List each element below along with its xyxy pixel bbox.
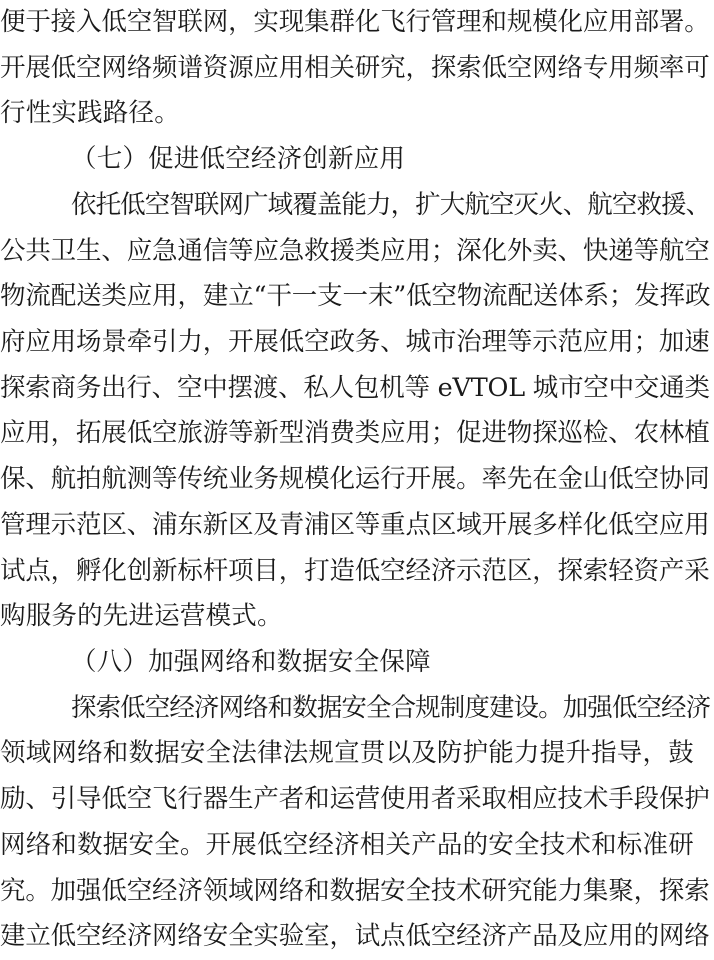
section-heading-7: （七）促进低空经济创新应用 — [71, 144, 406, 175]
paragraph-line: 便于接入低空智联网，实现集群化飞行管理和规模化应用部署。 — [0, 7, 710, 37]
paragraph-line: 公共卫生、应急通信等应急救援类应用；深化外卖、快递等航空 — [0, 235, 710, 266]
paragraph-first-line: 依托低空智联网广域覆盖能力，扩大航空灭火、航空救援、 — [71, 189, 710, 220]
paragraph-line: 开展低空网络频谱资源应用相关研究，探索低空网络专用频率可 — [0, 52, 710, 83]
paragraph-line: 建立低空经济网络安全实验室，试点低空经济产品及应用的网络 — [0, 921, 710, 952]
paragraph-line: 管理示范区、浦东新区及青浦区等重点区域开展多样化低空应用 — [0, 509, 710, 540]
paragraph-line: 行性实践路径。 — [0, 98, 180, 129]
paragraph-line: 网络和数据安全。开展低空经济相关产品的安全技术和标准研 — [0, 829, 694, 860]
paragraph-line: 保、航拍航测等传统业务规模化运行开展。率先在金山低空协同 — [0, 464, 710, 495]
section-heading-8: （八）加强网络和数据安全保障 — [71, 647, 431, 677]
paragraph-line: 探索商务出行、空中摆渡、私人包机等 eVTOL 城市空中交通类 — [0, 372, 710, 403]
paragraph-line: 励、引导低空飞行器生产者和运营使用者采取相应技术手段保护 — [0, 784, 710, 815]
paragraph-line: 试点，孵化创新标杆项目，打造低空经济示范区，探索轻资产采 — [0, 555, 710, 586]
paragraph-line: 领域网络和数据安全法律法规宣贯以及防护能力提升指导，鼓 — [0, 738, 694, 769]
paragraph-first-line: 探索低空经济网络和数据安全合规制度建设。加强低空经济 — [71, 692, 710, 723]
paragraph-line: 应用，拓展低空旅游等新型消费类应用；促进物探巡检、农林植 — [0, 418, 710, 449]
paragraph-line: 物流配送类应用，建立“干一支一末”低空物流配送体系；发挥政 — [0, 281, 710, 312]
paragraph-line: 究。加强低空经济领域网络和数据安全技术研究能力集聚，探索 — [0, 875, 710, 906]
paragraph-line: 购服务的先进运营模式。 — [0, 601, 283, 632]
paragraph-line: 府应用场景牵引力，开展低空政务、城市治理等示范应用；加速 — [0, 327, 710, 357]
